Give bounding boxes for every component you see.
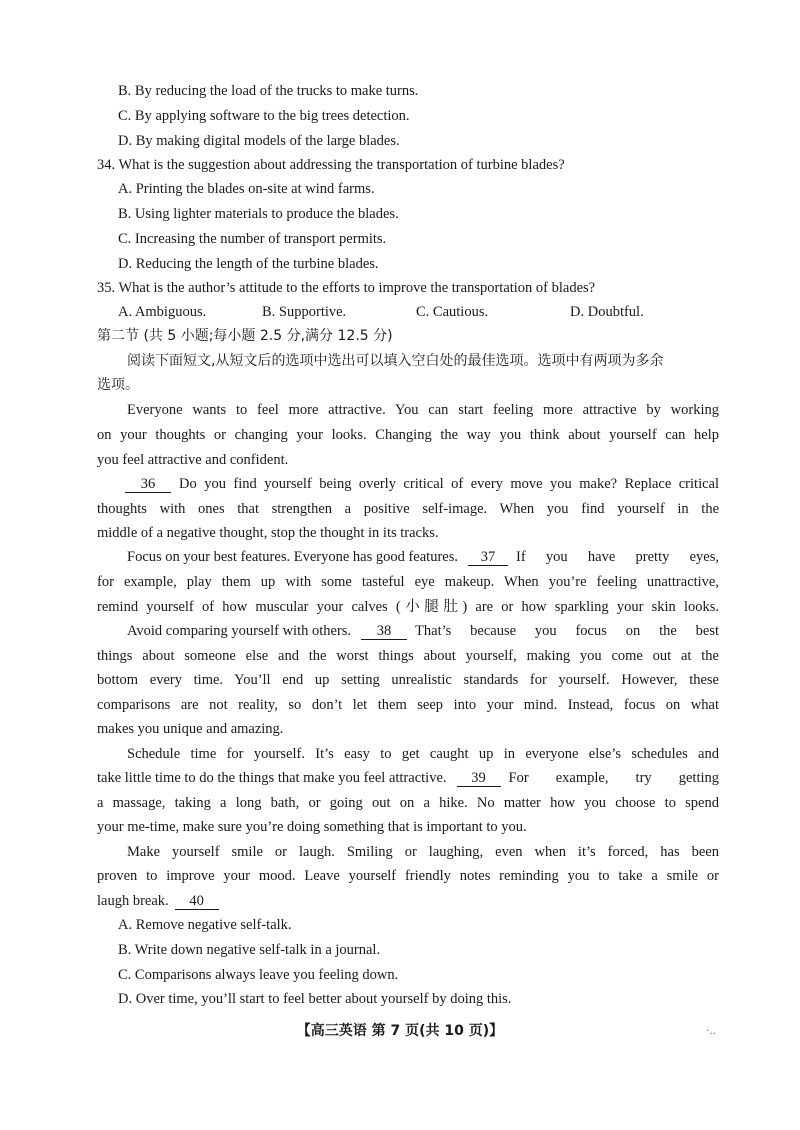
p3-line1-text-a: Focus on your best features. Everyone has good features. <box>127 549 458 565</box>
q34-option-d: D. Reducing the length of the turbine blades. <box>118 256 379 272</box>
p4-line1 <box>127 622 719 640</box>
p5-line1: Schedule time for yourself. It’s easy to get caught up in everyone else’s schedules and <box>127 746 719 762</box>
blank-37[interactable]: 37 <box>468 550 508 566</box>
p3-line1 <box>127 548 719 566</box>
p6-line1: Make yourself smile or laugh. Smiling or laughing, even when it’s forced, has been <box>127 844 719 860</box>
p5-line2 <box>97 769 719 787</box>
q35-stem: 35. What is the author’s attitude to the efforts to improve the transportation of blades? <box>97 280 596 296</box>
p2-line1-text: Do you find yourself being overly critical of every move you make? Replace critical <box>179 476 719 492</box>
p5-line3: a massage, taking a long bath, or going out on a hike. No matter how you choose to spend <box>97 795 719 811</box>
choice-b: B. Write down negative self-talk in a journal. <box>118 942 381 958</box>
q35-options-row <box>0 303 800 321</box>
blank-36[interactable]: 36 <box>125 477 171 493</box>
p4-line2: things about someone else and the worst things about yourself, making you come out at the <box>97 648 719 664</box>
blank-39[interactable]: 39 <box>457 771 501 787</box>
q33-option-d: D. By making digital models of the large blades. <box>118 133 400 149</box>
section-heading: 第二节 (共 5 小题;每小题 2.5 分,满分 12.5 分) <box>97 328 393 344</box>
p5-line2-text-b: For example, try getting <box>508 770 719 786</box>
p5-line2-text-a: take little time to do the things that make you feel attractive. <box>97 770 447 786</box>
p3-line1-text-b: If you have pretty eyes, <box>516 549 719 565</box>
p2-line3: middle of a negative thought, stop the thought in its tracks. <box>97 525 439 541</box>
q35-option-b: B. Supportive. <box>262 304 347 320</box>
q34-stem: 34. What is the suggestion about addressing the transportation of turbine blades? <box>97 157 565 173</box>
p2-line1 <box>97 475 719 493</box>
q33-option-b: B. By reducing the load of the trucks to make turns. <box>118 83 419 99</box>
p3-line3: remind yourself of how muscular your calves (小腿肚) are or how sparkling your skin looks. <box>97 599 719 615</box>
p1-line3: you feel attractive and confident. <box>97 452 289 468</box>
p4-line3: bottom every time. You’ll end up setting unrealistic standards for yourself. However, these <box>97 672 719 688</box>
p1-line2: on your thoughts or changing your looks. Changing the way you think about yourself can help <box>97 427 719 443</box>
p3-line2: for example, play them up with some tasteful eye makeup. When you’re feeling unattractive, <box>97 574 719 590</box>
p6-line2: proven to improve your mood. Leave yourself friendly notes reminding you to take a smile or <box>97 868 719 884</box>
q34-option-c: C. Increasing the number of transport permits. <box>118 231 387 247</box>
q35-option-d: D. Doubtful. <box>570 304 644 320</box>
p2-line2: thoughts with ones that strengthen a positive self-image. When you find yourself in the <box>97 501 719 517</box>
page-footer: 【高三英语 第 7 页(共 10 页)】 <box>296 1023 504 1039</box>
blank-38[interactable]: 38 <box>361 624 407 640</box>
q33-option-c: C. By applying software to the big trees detection. <box>118 108 410 124</box>
choice-d: D. Over time, you’ll start to feel better about yourself by doing this. <box>118 991 512 1007</box>
blank-40[interactable]: 40 <box>175 894 219 910</box>
q35-option-a: A. Ambiguous. <box>118 304 207 320</box>
p4-line4: comparisons are not reality, so don’t let them seep into your mind. Instead, focus on what <box>97 697 719 713</box>
section-instruction-line2: 选项。 <box>97 377 139 393</box>
p4-line1-text-a: Avoid comparing yourself with others. <box>127 623 352 639</box>
p4-line5: makes you unique and amazing. <box>97 721 284 737</box>
q34-option-a: A. Printing the blades on-site at wind farms. <box>118 181 375 197</box>
p5-line4: your me-time, make sure you’re doing something that is important to you. <box>97 819 527 835</box>
section-instruction-line1: 阅读下面短文,从短文后的选项中选出可以填入空白处的最佳选项。选项中有两项为多余 <box>127 353 664 369</box>
q34-option-b: B. Using lighter materials to produce the blades. <box>118 206 399 222</box>
corner-mark: ·‥ <box>706 1026 716 1037</box>
p4-line1-text-b: That’s because you focus on the best <box>415 623 719 639</box>
q35-option-c: C. Cautious. <box>416 304 489 320</box>
p6-line3-text: laugh break. <box>97 893 169 909</box>
p1-line1: Everyone wants to feel more attractive. You can start feeling more attractive by working <box>127 402 719 418</box>
choice-a: A. Remove negative self-talk. <box>118 917 292 933</box>
choice-c: C. Comparisons always leave you feeling down. <box>118 967 399 983</box>
p6-line3 <box>97 892 219 910</box>
